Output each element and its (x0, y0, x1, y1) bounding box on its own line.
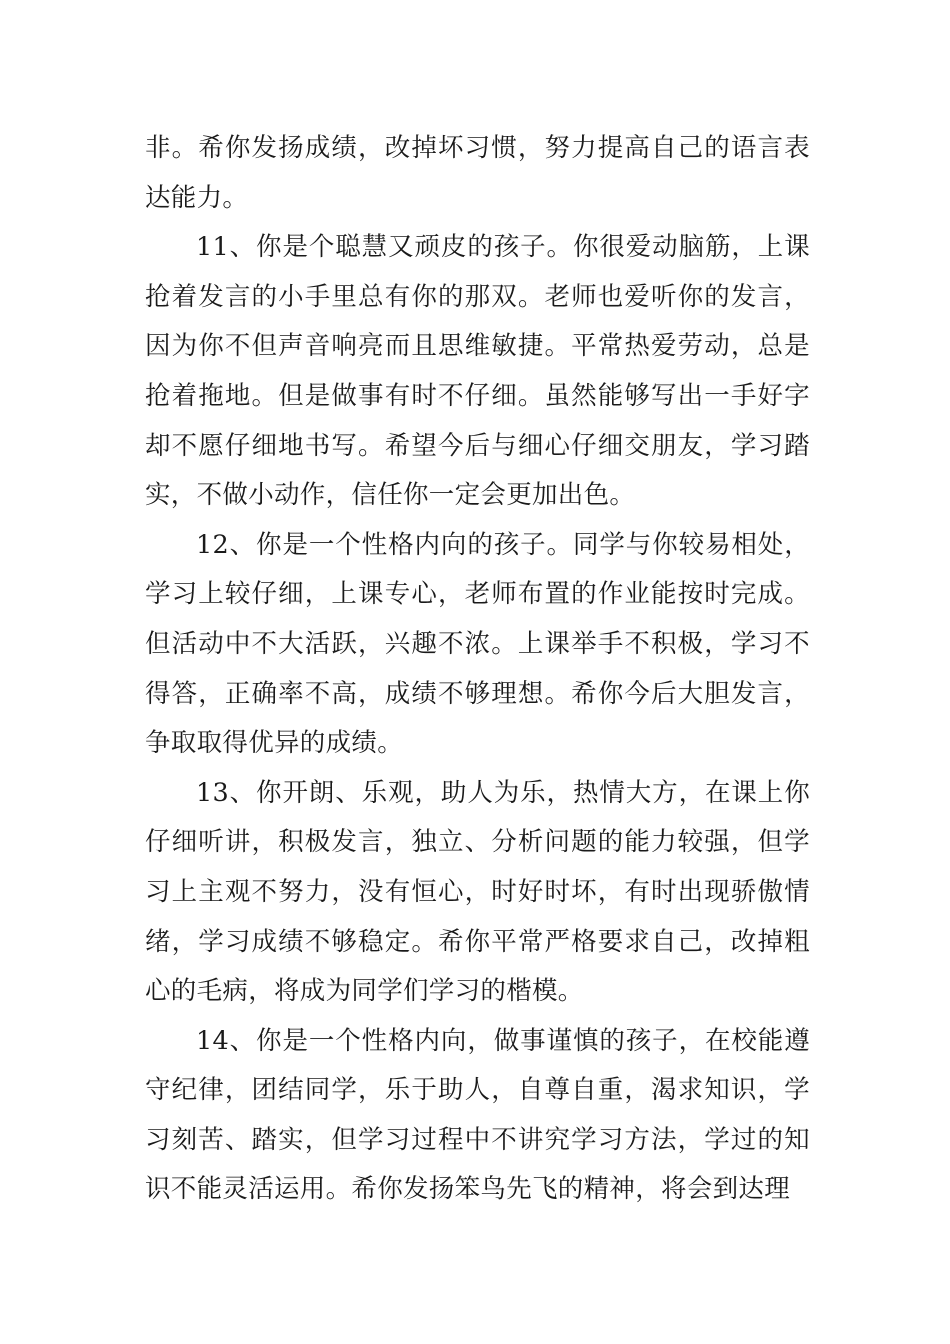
paragraph-comment-14: 14、你是一个性格内向，做事谨慎的孩子，在校能遵守纪律，团结同学，乐于助人，自尊自重，渴求知识，学习刻苦、踏实，但学习过程中不讲究学习方法，学过的知识不能灵活运用。希你发扬笨鸟先飞的精神，将会到达理 (145, 1025, 810, 1205)
paragraph-comment-11: 11、你是个聪慧又顽皮的孩子。你很爱动脑筋，上课抢着发言的小手里总有你的那双。老师也爱听你的发言，因为你不但声音响亮而且思维敏捷。平常热爱劳动，总是抢着拖地。但是做事有时不仔细。虽然能够写出一手好字却不愿仔细地书写。希望今后与细心仔细交朋友，学习踏实，不做小动作，信任你一定会更加出色。 (145, 232, 810, 511)
paragraph-comment-12: 12、你是一个性格内向的孩子。同学与你较易相处，学习上较仔细，上课专心，老师布置的作业能按时完成。但活动中不大活跃，兴趣不浓。上课举手不积极，学习不得答，正确率不高，成绩不够理想。希你今后大胆发言，争取取得优异的成绩。 (145, 529, 810, 759)
paragraph-continuation: 非。希你发扬成绩，改掉坏习惯，努力提高自己的语言表达能力。 (145, 133, 810, 213)
paragraph-comment-13: 13、你开朗、乐观，助人为乐，热情大方，在课上你仔细听讲，积极发言，独立、分析问题的能力较强，但学习上主观不努力，没有恒心，时好时坏，有时出现骄傲情绪，学习成绩不够稳定。希你平常严格要求自己，改掉粗心的毛病，将成为同学们学习的楷模。 (145, 777, 810, 1007)
document-body (145, 124, 810, 1215)
